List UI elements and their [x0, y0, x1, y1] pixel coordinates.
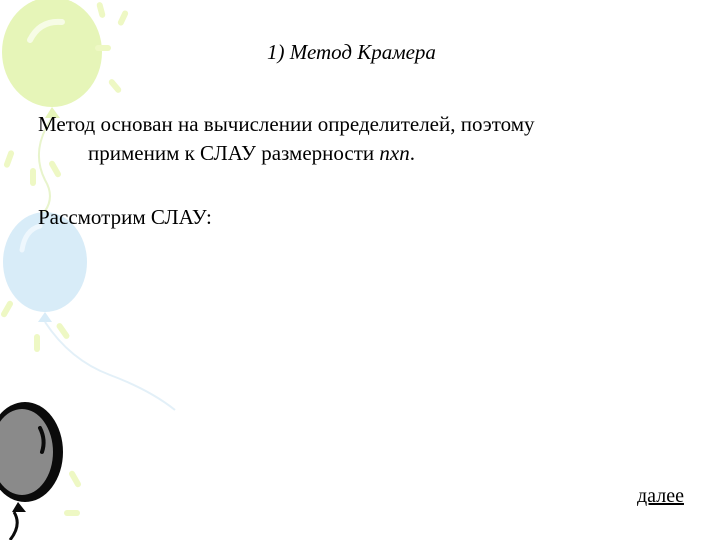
description-line-2-end: . — [409, 141, 415, 165]
method-description — [38, 110, 678, 168]
description-line-2-text: применим к СЛАУ размерности — [88, 141, 380, 165]
slide-title: 1) Метод Крамера — [267, 40, 436, 64]
description-line-2 — [38, 139, 678, 168]
consider-system-label: Рассмотрим СЛАУ: — [38, 205, 212, 229]
dimension-nxn: nxn — [379, 141, 410, 165]
next-link[interactable]: далее — [637, 485, 684, 507]
balloon-black-icon — [0, 402, 63, 540]
description-line-1: Метод основан на вычислении определителей, поэтому — [38, 112, 535, 136]
balloon-blue-icon — [3, 212, 175, 410]
